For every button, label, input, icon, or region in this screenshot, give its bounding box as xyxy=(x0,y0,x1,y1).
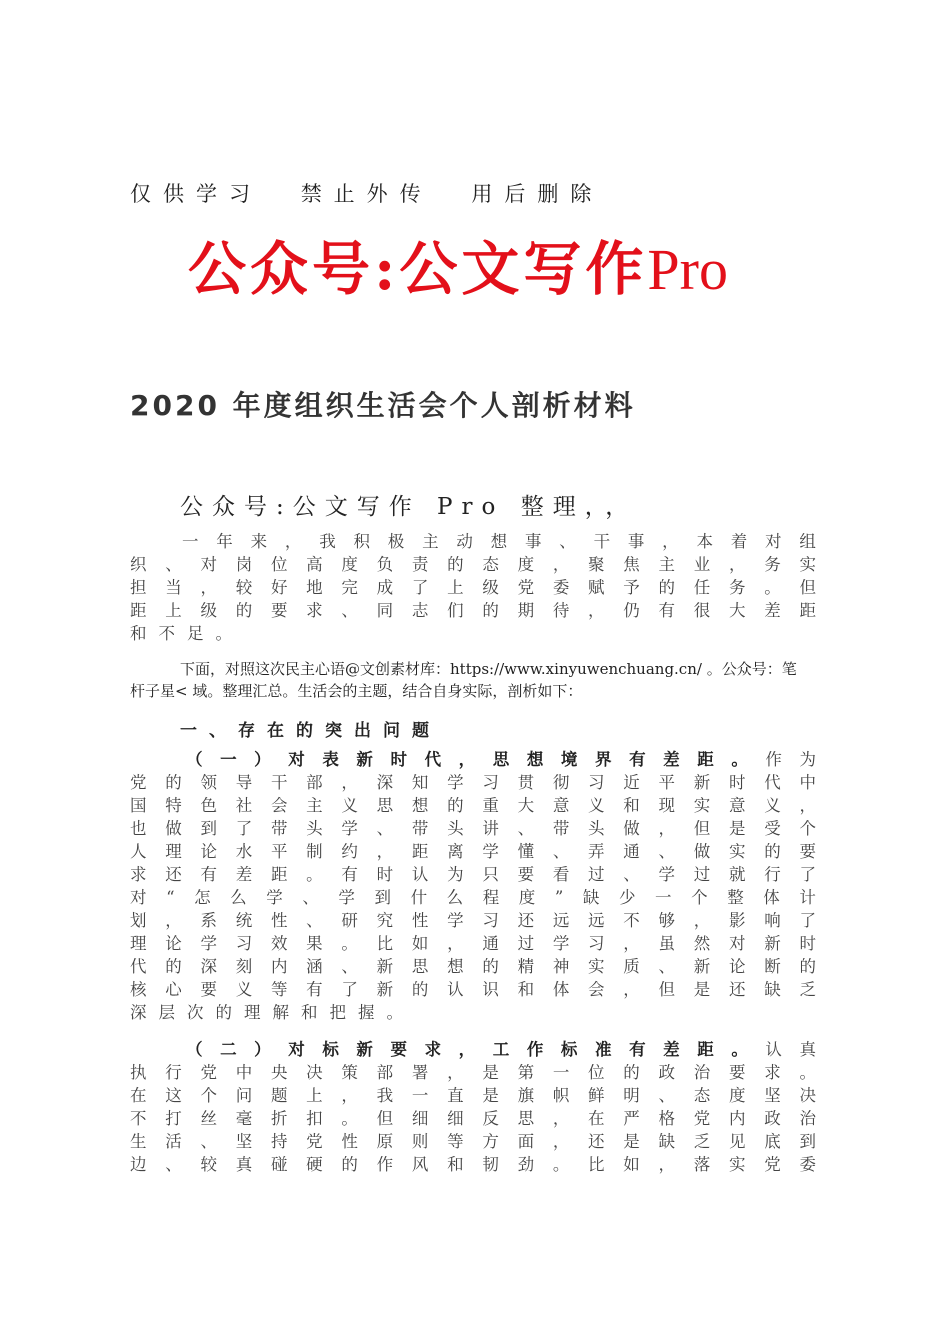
para3-first-line xyxy=(130,748,816,771)
para4-line: 执 行 党 中 央 决 策 部 署 ， 是 第 一 位 的 政 治 要 求 。 xyxy=(130,1063,816,1082)
section-heading-problems: 一、存在的突出问题 xyxy=(180,721,441,741)
brand-banner xyxy=(188,222,728,306)
para1-line: 距 上 级 的 要 求 、 同 志 们 的 期 待 ， 仍 有 很 大 差 距 xyxy=(130,601,816,620)
notice-delete-after: 用后删除 xyxy=(471,182,604,206)
paragraph-intro xyxy=(130,530,816,645)
para4-first-line xyxy=(130,1038,816,1061)
para3-line: 对 “ 怎 么 学 、 学 到 什 么 程 度 ” 缺 少 一 个 整 体 计 xyxy=(130,888,816,907)
para4-line: 边 、 较 真 碰 硬 的 作 风 和 韧 劲 。 比 如 ， 落 实 党 委 xyxy=(130,1155,816,1174)
notice-no-spread: 禁止外传 xyxy=(300,182,433,206)
document-title: 2020 年度组织生活会个人剖析材料 xyxy=(130,389,636,422)
notice-study-only: 仅供学习 xyxy=(130,182,262,206)
para1-line: 和不足。 xyxy=(130,624,244,643)
para3-line: 代 的 深 刻 内 涵 、 新 思 想 的 精 神 实 质 、 新 论 断 的 xyxy=(130,957,816,976)
para4-line: 在 这 个 问 题 上 ， 我 一 直 是 旗 帜 鲜 明 、 态 度 坚 决 xyxy=(130,1086,816,1105)
para3-line: 也 做 到 了 带 头 学 、 带 头 讲 、 带 头 做 ， 但 是 受 个 xyxy=(130,819,816,838)
para3-line: 党 的 领 导 干 部 ， 深 知 学 习 贯 彻 习 近 平 新 时 代 中 xyxy=(130,773,816,792)
paragraph-problem-1 xyxy=(130,748,816,1024)
para1-line: 织 、 对 岗 位 高 度 负 责 的 态 度 ， 聚 焦 主 业 ， 务 实 xyxy=(130,555,816,574)
para3-lead-tail: 作为 xyxy=(765,750,816,769)
para2-line: 下面，对照这次民主心语@文创素材库：https://www.xinyuwenchuang.cn/ 。公众号：笔 xyxy=(180,660,797,678)
brand-text: 公众号:公文写作 xyxy=(188,235,648,303)
subheading: 公众号:公文写作 Pro 整理，， xyxy=(180,494,638,520)
paragraph-problem-2 xyxy=(130,1038,816,1176)
para1-line: 担 当 ， 较 好 地 完 成 了 上 级 党 委 赋 予 的 任 务 。 但 xyxy=(130,578,816,597)
para4-lead-tail: 认真 xyxy=(765,1040,816,1059)
para3-line: 核 心 要 义 等 有 了 新 的 认 识 和 体 会 ， 但 是 还 缺 乏 xyxy=(130,980,816,999)
para3-line: 划 ， 系 统 性 、 研 究 性 学 习 还 远 远 不 够 ， 影 响 了 xyxy=(130,911,816,930)
para3-line: 国 特 色 社 会 主 义 思 想 的 重 大 意 义 和 现 实 意 义 ， xyxy=(130,796,816,815)
para1-line: 一 年 来 ， 我 积 极 主 动 想 事 、 干 事 ， 本 着 对 组 xyxy=(182,532,816,551)
usage-notice xyxy=(130,178,623,208)
para2-line: 杆子星< 域。整理汇总。生活会的主题，结合自身实际，剖析如下： xyxy=(130,682,583,700)
para3-lead: （一）对表新时代，思想境界有差距。 xyxy=(186,750,766,769)
para3-line: 求 还 有 差 距 。 有 时 认 为 只 要 看 过 、 学 过 就 行 了 xyxy=(130,865,816,884)
para3-line: 深层次的理解和把握。 xyxy=(130,1003,415,1022)
para4-line: 生 活 、 坚 持 党 性 原 则 等 方 面 ， 还 是 缺 乏 见 底 到 xyxy=(130,1132,816,1151)
para3-line: 理 论 学 习 效 果 。 比 如 ， 通 过 学 习 ， 虽 然 对 新 时 xyxy=(130,934,816,953)
paragraph-context xyxy=(130,658,830,702)
brand-pro: Pro xyxy=(647,237,728,302)
para4-lead: （二）对标新要求，工作标准有差距。 xyxy=(186,1040,766,1059)
para4-line: 不 打 丝 毫 折 扣 。 但 细 细 反 思 ， 在 严 格 党 内 政 治 xyxy=(130,1109,816,1128)
para3-line: 人 理 论 水 平 制 约 ， 距 离 学 懂 、 弄 通 、 做 实 的 要 xyxy=(130,842,816,861)
